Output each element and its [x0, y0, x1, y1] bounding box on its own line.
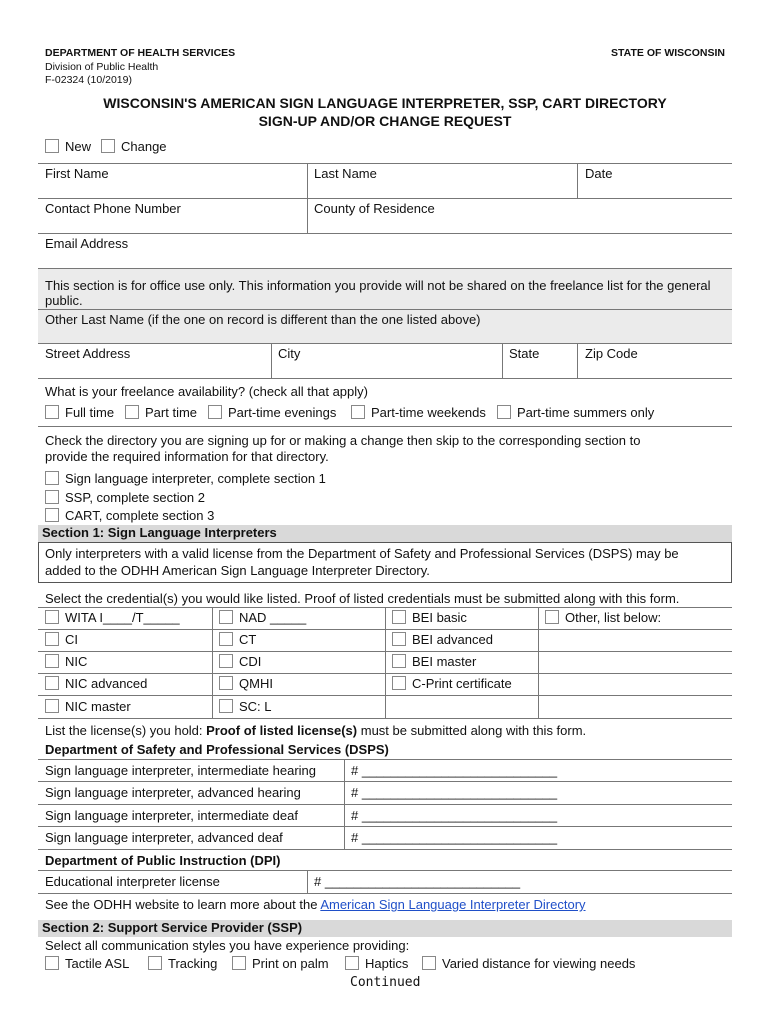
odhh-website-note: See the ODHH website to learn more about the American Sign Language Interpreter Directory — [45, 897, 586, 912]
full-time-label: Full time — [65, 405, 115, 420]
first-name-label: First Name — [45, 166, 109, 181]
department-name: DEPARTMENT OF HEALTH SERVICES — [45, 47, 236, 59]
divider — [38, 759, 732, 760]
license-intermediate-deaf-label: Sign language interpreter, intermediate deaf — [45, 808, 298, 823]
qmhi-checkbox[interactable] — [219, 676, 233, 690]
divider — [38, 826, 732, 827]
cdi-checkbox[interactable] — [219, 654, 233, 668]
sli-directory-checkbox[interactable] — [45, 471, 59, 485]
sc-l-label: SC: L — [239, 699, 272, 714]
division-name: Division of Public Health — [45, 61, 159, 73]
dsps-heading: Department of Safety and Professional Services (DSPS) — [45, 742, 389, 757]
license-number-field[interactable]: # ___________________________ — [351, 763, 558, 778]
change-label: Change — [121, 139, 167, 154]
directory-instruction-2: provide the required information for that directory. — [45, 449, 329, 464]
other-credential-label: Other, list below: — [565, 610, 662, 625]
license-number-field[interactable]: # ___________________________ — [351, 830, 558, 845]
section1-note-1: Only interpreters with a valid license from the Department of Safety and Professional Services (DSPS) may be — [45, 546, 679, 561]
part-time-summers-checkbox[interactable] — [497, 405, 511, 419]
ci-label: CI — [65, 632, 78, 647]
divider — [212, 607, 213, 718]
divider — [577, 163, 578, 198]
print-on-palm-label: Print on palm — [252, 956, 329, 971]
sli-directory-label: Sign language interpreter, complete section 1 — [65, 471, 326, 486]
date-field[interactable] — [580, 182, 730, 198]
bei-advanced-label: BEI advanced — [412, 632, 493, 647]
license-instruction: List the license(s) you hold: Proof of listed license(s) must be submitted along with this form. — [45, 723, 587, 738]
license-intermediate-hearing-label: Sign language interpreter, intermediate hearing — [45, 763, 317, 778]
county-field[interactable] — [310, 216, 730, 232]
nad-checkbox[interactable] — [219, 610, 233, 624]
license-number-field[interactable]: # ___________________________ — [351, 808, 558, 823]
form-title-line1: WISCONSIN'S AMERICAN SIGN LANGUAGE INTERPRETER, SSP, CART DIRECTORY — [103, 95, 667, 111]
qmhi-label: QMHI — [239, 676, 273, 691]
directory-instruction-1: Check the directory you are signing up for or making a change then skip to the corresponding section to — [45, 433, 641, 448]
divider — [538, 607, 539, 718]
nic-advanced-checkbox[interactable] — [45, 676, 59, 690]
divider — [38, 849, 732, 850]
other-last-name-field[interactable] — [40, 327, 730, 342]
city-field[interactable] — [274, 362, 500, 378]
divider — [38, 309, 732, 310]
divider — [271, 343, 272, 378]
divider — [38, 343, 732, 344]
divider — [38, 781, 732, 782]
dpi-license-label: Educational interpreter license — [45, 874, 220, 889]
dpi-license-number-field[interactable]: # ___________________________ — [314, 874, 521, 889]
cart-directory-label: CART, complete section 3 — [65, 508, 215, 523]
first-name-field[interactable] — [40, 182, 304, 198]
c-print-checkbox[interactable] — [392, 676, 406, 690]
email-label: Email Address — [45, 236, 129, 251]
section1-heading: Section 1: Sign Language Interpreters — [38, 525, 732, 542]
other-last-name-label: Other Last Name (if the one on record is different than the one listed above) — [45, 312, 481, 327]
nic-checkbox[interactable] — [45, 654, 59, 668]
wita-checkbox[interactable] — [45, 610, 59, 624]
print-on-palm-checkbox[interactable] — [232, 956, 246, 970]
divider — [38, 718, 732, 719]
license-advanced-hearing-label: Sign language interpreter, advanced hearing — [45, 785, 301, 800]
change-checkbox[interactable] — [101, 139, 115, 153]
contact-phone-label: Contact Phone Number — [45, 201, 181, 216]
section1-note-2: added to the ODHH American Sign Language Interpreter Directory. — [45, 563, 430, 578]
tactile-asl-label: Tactile ASL — [65, 956, 130, 971]
new-label: New — [65, 139, 92, 154]
new-checkbox[interactable] — [45, 139, 59, 153]
license-advanced-deaf-label: Sign language interpreter, advanced deaf — [45, 830, 283, 845]
ssp-directory-label: SSP, complete section 2 — [65, 490, 205, 505]
haptics-label: Haptics — [365, 956, 409, 971]
street-field[interactable] — [40, 362, 268, 378]
county-label: County of Residence — [314, 201, 435, 216]
state-label: State — [509, 346, 540, 361]
tracking-label: Tracking — [168, 956, 218, 971]
credential-instruction: Select the credential(s) you would like listed. Proof of listed credentials must be submitted along with this form. — [45, 591, 680, 606]
date-label: Date — [585, 166, 613, 181]
divider — [577, 343, 578, 378]
ssp-directory-checkbox[interactable] — [45, 490, 59, 504]
ssp-instruction: Select all communication styles you have experience providing: — [45, 938, 410, 953]
nad-label: NAD _____ — [239, 610, 307, 625]
ci-checkbox[interactable] — [45, 632, 59, 646]
nic-advanced-label: NIC advanced — [65, 676, 148, 691]
divider — [38, 378, 732, 379]
nic-master-checkbox[interactable] — [45, 699, 59, 713]
nic-master-label: NIC master — [65, 699, 131, 714]
bei-advanced-checkbox[interactable] — [392, 632, 406, 646]
dpi-heading: Department of Public Instruction (DPI) — [45, 853, 281, 868]
bei-basic-label: BEI basic — [412, 610, 467, 625]
part-time-weekends-label: Part-time weekends — [371, 405, 486, 420]
form-number: F-02324 (10/2019) — [45, 74, 132, 86]
part-time-summers-label: Part-time summers only — [517, 405, 655, 420]
email-field[interactable] — [40, 252, 730, 268]
part-time-checkbox[interactable] — [125, 405, 139, 419]
nic-label: NIC — [65, 654, 88, 669]
full-time-checkbox[interactable] — [45, 405, 59, 419]
divider — [307, 870, 308, 893]
divider — [38, 870, 732, 871]
divider — [502, 343, 503, 378]
zip-field[interactable] — [580, 362, 730, 378]
bei-master-checkbox[interactable] — [392, 654, 406, 668]
bei-basic-checkbox[interactable] — [392, 610, 406, 624]
sc-l-checkbox[interactable] — [219, 699, 233, 713]
asl-directory-link[interactable]: American Sign Language Interpreter Directory — [320, 897, 586, 912]
part-time-evenings-label: Part-time evenings — [228, 405, 337, 420]
city-label: City — [278, 346, 301, 361]
zip-label: Zip Code — [585, 346, 638, 361]
state-name: STATE OF WISCONSIN — [611, 47, 725, 59]
license-number-field[interactable]: # ___________________________ — [351, 785, 558, 800]
divider — [38, 893, 732, 894]
part-time-evenings-checkbox[interactable] — [208, 405, 222, 419]
wita-label: WITA I____/T_____ — [65, 610, 180, 625]
other-credential-checkbox[interactable] — [545, 610, 559, 624]
part-time-weekends-checkbox[interactable] — [351, 405, 365, 419]
cart-directory-checkbox[interactable] — [45, 508, 59, 522]
divider — [385, 607, 386, 718]
divider — [38, 804, 732, 805]
continued-label: Continued — [350, 975, 421, 990]
c-print-label: C-Print certificate — [412, 676, 512, 691]
section2-heading: Section 2: Support Service Provider (SSP) — [38, 920, 732, 937]
ct-label: CT — [239, 632, 257, 647]
divider — [38, 268, 732, 269]
varied-distance-checkbox[interactable] — [422, 956, 436, 970]
haptics-checkbox[interactable] — [345, 956, 359, 970]
other-credential-field[interactable] — [541, 631, 729, 716]
divider — [38, 163, 732, 164]
tactile-asl-checkbox[interactable] — [45, 956, 59, 970]
divider — [38, 198, 732, 199]
availability-question: What is your freelance availability? (check all that apply) — [45, 384, 368, 399]
form-title-line2: SIGN-UP AND/OR CHANGE REQUEST — [258, 113, 512, 129]
office-use-note: This section is for office use only. This information you provide will not be shared on the freelance list for the general public. — [45, 278, 711, 308]
bei-master-label: BEI master — [412, 654, 477, 669]
tracking-checkbox[interactable] — [148, 956, 162, 970]
last-name-field[interactable] — [310, 182, 574, 198]
state-field[interactable] — [505, 362, 575, 378]
divider — [38, 426, 732, 427]
last-name-label: Last Name — [314, 166, 377, 181]
divider — [38, 233, 732, 234]
cdi-label: CDI — [239, 654, 262, 669]
varied-distance-label: Varied distance for viewing needs — [442, 956, 636, 971]
part-time-label: Part time — [145, 405, 198, 420]
street-label: Street Address — [45, 346, 131, 361]
contact-phone-field[interactable] — [40, 216, 304, 232]
ct-checkbox[interactable] — [219, 632, 233, 646]
